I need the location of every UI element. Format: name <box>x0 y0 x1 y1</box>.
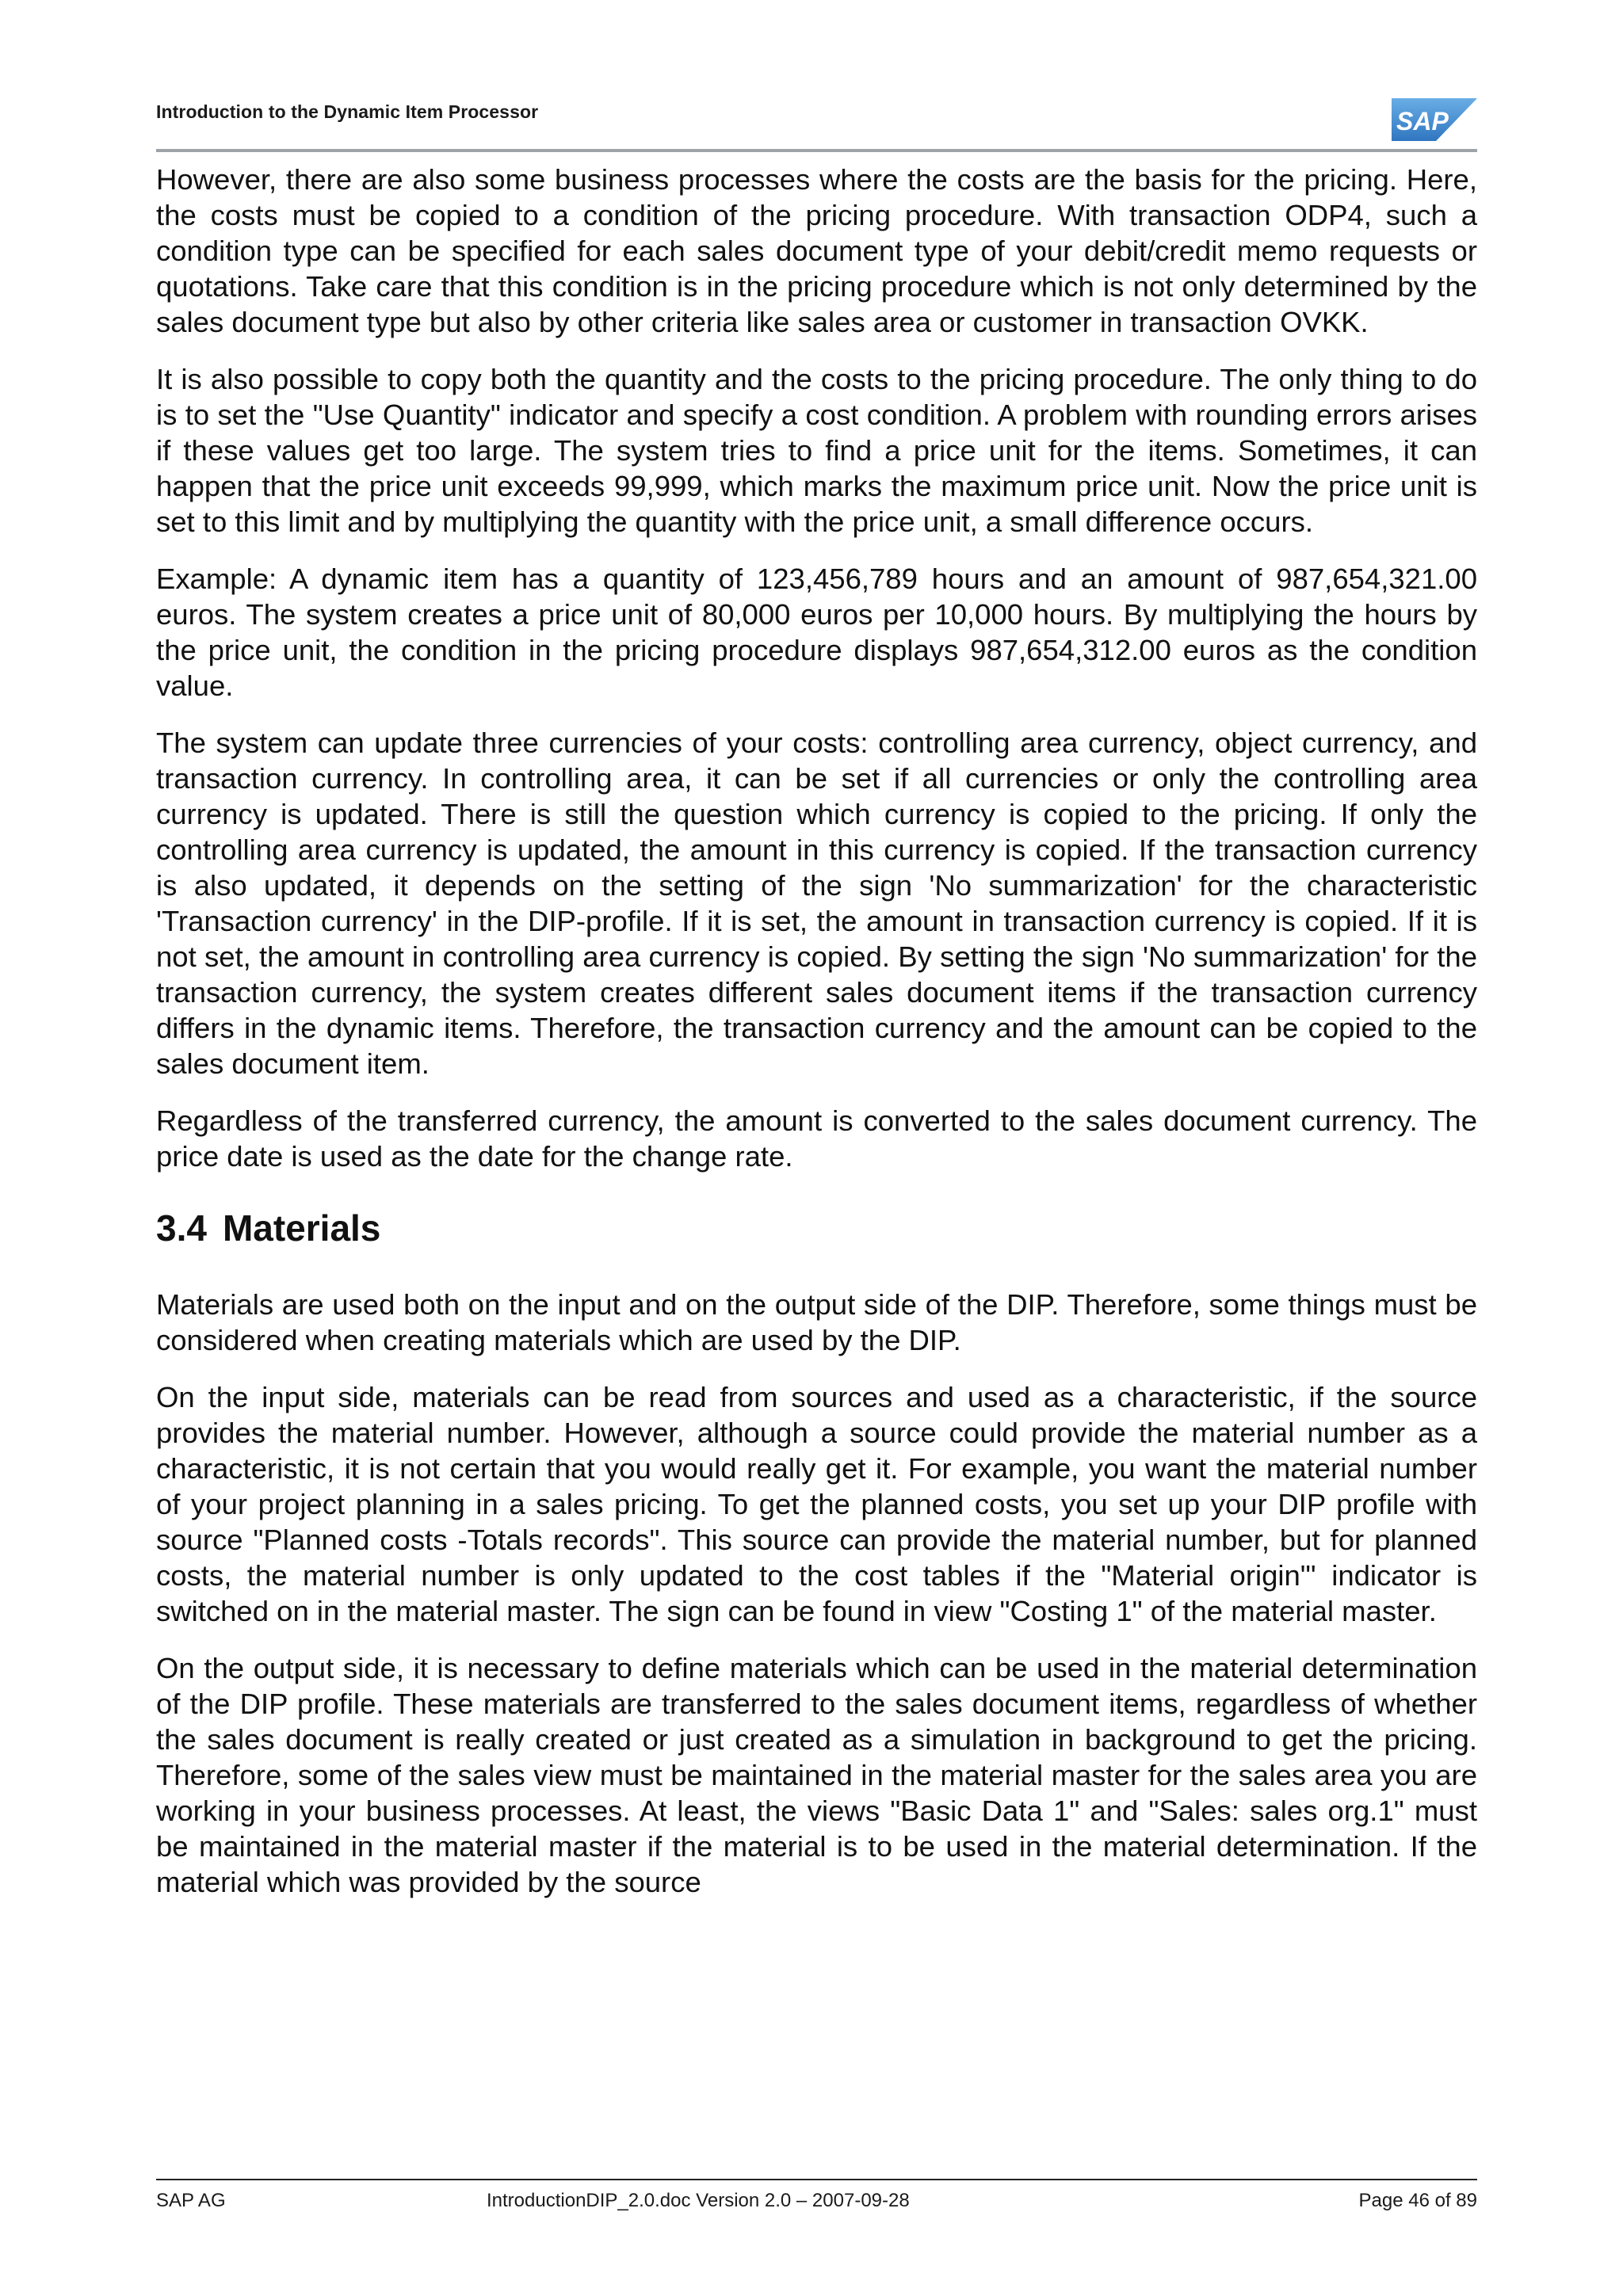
footer-divider <box>156 2179 1477 2180</box>
paragraph: The system can update three currencies of your costs: controlling area currency, object currency, and transaction currency. In controlling area, it can be set if all currencies or only the controlling area currency is updated. There is still the question which currency is copied to the pricing. If only the controlling area currency is updated, the amount in this currency is copied. If the transaction currency is also updated, it depends on the setting of the sign 'No summarization' for the characteristic 'Transaction currency' in the DIP-profile. If it is set, the amount in transaction currency is copied. If it is not set, the amount in controlling area currency is copied. By setting the sign 'No summarization' for the transaction currency, the system creates different sales document items if the transaction currency differs in the dynamic items. Therefore, the transaction currency and the amount can be copied to the sales document item. <box>156 727 1477 1080</box>
section-number: 3.4 <box>156 1207 207 1249</box>
section-heading <box>156 1206 1477 1250</box>
footer-company: SAP AG <box>156 2190 226 2211</box>
section-title: Materials <box>222 1207 381 1249</box>
paragraph: Regardless of the transferred currency, the amount is converted to the sales document currency. The price date is used as the date for the change rate. <box>156 1104 1477 1173</box>
header-divider <box>156 149 1477 152</box>
paragraph: Materials are used both on the input and on the output side of the DIP. Therefore, some things must be considered when creating materials which are used by the DIP. <box>156 1288 1477 1356</box>
footer-document-info: IntroductionDIP_2.0.doc Version 2.0 – 2007-09-28 <box>487 2190 910 2211</box>
paragraph: On the output side, it is necessary to define materials which can be used in the material determination of the DIP profile. These materials are transferred to the sales document items, regardless of whether the sales document is really created or just created as a simulation in background to get the pricing. Therefore, some of the sales view must be maintained in the material master for the sales area you are working in your business processes. At least, the views "Basic Data 1" and "Sales: sales org.1" must be maintained in the material master if the material is to be used in the material determination. If the material which was provided by the source <box>156 1652 1477 1898</box>
body-content <box>156 162 1477 1921</box>
running-header-title: Introduction to the Dynamic Item Processor <box>156 101 539 122</box>
sap-logo-text: SAP <box>1396 107 1449 135</box>
paragraph: However, there are also some business processes where the costs are the basis for the pricing. Here, the costs must be copied to a condition of the pricing procedure. With transaction ODP4, such a condition type can be specified for each sales document type of your debit/credit memo requests or quotations. Take care that this condition is in the pricing procedure which is not only determined by the sales document type but also by other criteria like sales area or customer in transaction OVKK. <box>156 163 1477 338</box>
sap-logo <box>1392 98 1477 141</box>
paragraph: It is also possible to copy both the quantity and the costs to the pricing procedure. The only thing to do is to set the "Use Quantity" indicator and specify a cost condition. A problem with rounding errors arises if these values get too large. The system tries to find a price unit for the items. Sometimes, it can happen that the price unit exceeds 99,999, which marks the maximum price unit. Now the price unit is set to this limit and by multiplying the quantity with the price unit, a small difference occurs. <box>156 363 1477 538</box>
footer-page-number: Page 46 of 89 <box>1358 2190 1477 2211</box>
paragraph: Example: A dynamic item has a quantity of 123,456,789 hours and an amount of 987,654,321.00 euros. The system creates a price unit of 80,000 euros per 10,000 hours. By multiplying the hours by the price unit, the condition in the pricing procedure displays 987,654,312.00 euros as the condition value. <box>156 563 1477 702</box>
paragraph: On the input side, materials can be read from sources and used as a characteristic, if the source provides the material number. However, although a source could provide the material number as a characteristic, it is not certain that you would really get it. For example, you want the material number of your project planning in a sales pricing. To get the planned costs, you set up your DIP profile with source "Planned costs -Totals records". This source can provide the material number, but for planned costs, the material number is only updated to the cost tables if the "Material origin"' indicator is switched on in the material master. The sign can be found in view "Costing 1" of the material master. <box>156 1381 1477 1627</box>
